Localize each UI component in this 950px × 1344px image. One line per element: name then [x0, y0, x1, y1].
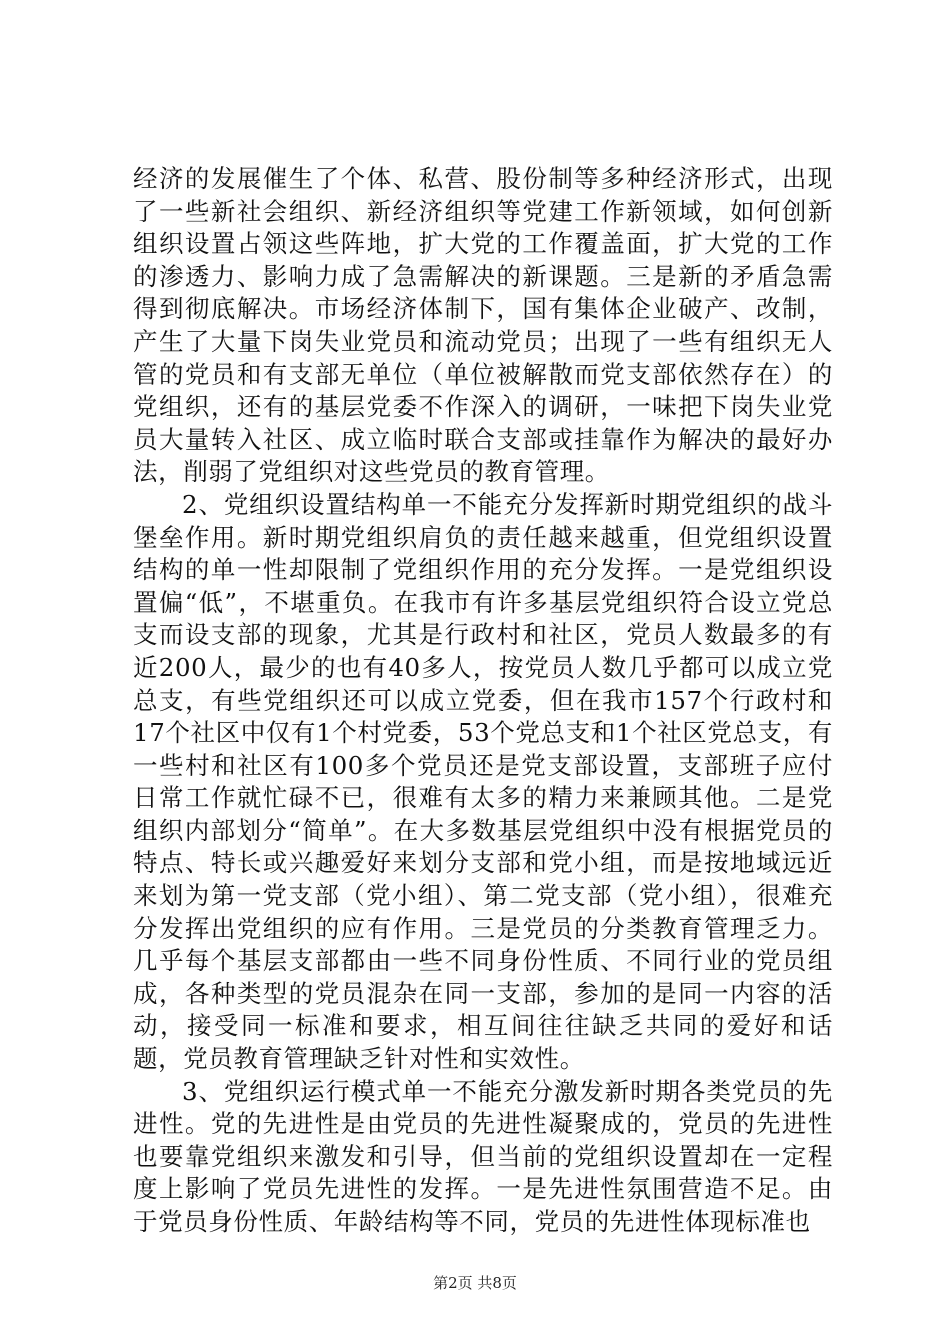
- document-body: [133, 163, 833, 1239]
- paragraph-2: 2、党组织设置结构单一不能充分发挥新时期党组织的战斗堡垒作用。新时期党组织肩负的责任越来越重，但党组织设置结构的单一性却限制了党组织作用的充分发挥。一是党组织设置偏“低”，不堪重负。在我市有许多基层党组织符合设立党总支而设支部的现象，尤其是行政村和社区，党员人数最多的有近200人，最少的也有40多人，按党员人数几乎都可以成立党总支，有些党组织还可以成立党委，但在我市157个行政村和17个社区中仅有1个村党委，53个党总支和1个社区党总支，有一些村和社区有100多个党员还是党支部设置，支部班子应付日常工作就忙碌不已，很难有太多的精力来兼顾其他。二是党组织内部划分“简单”。在大多数基层党组织中没有根据党员的特点、特长或兴趣爱好来划分支部和党小组，而是按地域远近来划为第一党支部（党小组）、第二党支部（党小组），很难充分发挥出党组织的应有作用。三是党员的分类教育管理乏力。几乎每个基层支部都由一些不同身份性质、不同行业的党员组成，各种类型的党员混杂在同一支部，参加的是同一内容的活动，接受同一标准和要求，相互间往往缺乏共同的爱好和话题，党员教育管理缺乏针对性和实效性。: [133, 489, 833, 1074]
- paragraph-1: 经济的发展催生了个体、私营、股份制等多种经济形式，出现了一些新社会组织、新经济组织等党建工作新领域，如何创新组织设置占领这些阵地，扩大党的工作覆盖面，扩大党的工作的渗透力、影响力成了急需解决的新课题。三是新的矛盾急需得到彻底解决。市场经济体制下，国有集体企业破产、改制，产生了大量下岗失业党员和流动党员；出现了一些有组织无人管的党员和有支部无单位（单位被解散而党支部依然存在）的党组织，还有的基层党委不作深入的调研，一味把下岗失业党员大量转入社区、成立临时联合支部或挂靠作为解决的最好办法，削弱了党组织对这些党员的教育管理。: [133, 164, 833, 487]
- page-number: 第2页 共8页: [433, 1274, 517, 1292]
- paragraph-3: 3、党组织运行模式单一不能充分激发新时期各类党员的先进性。党的先进性是由党员的先进性凝聚成的，党员的先进性也要靠党组织来激发和引导，但当前的党组织设置却在一定程度上影响了党员先进性的发挥。一是先进性氛围营造不足。由于党员身份性质、年龄结构等不同，党员的先进性体现标准也: [133, 1076, 833, 1236]
